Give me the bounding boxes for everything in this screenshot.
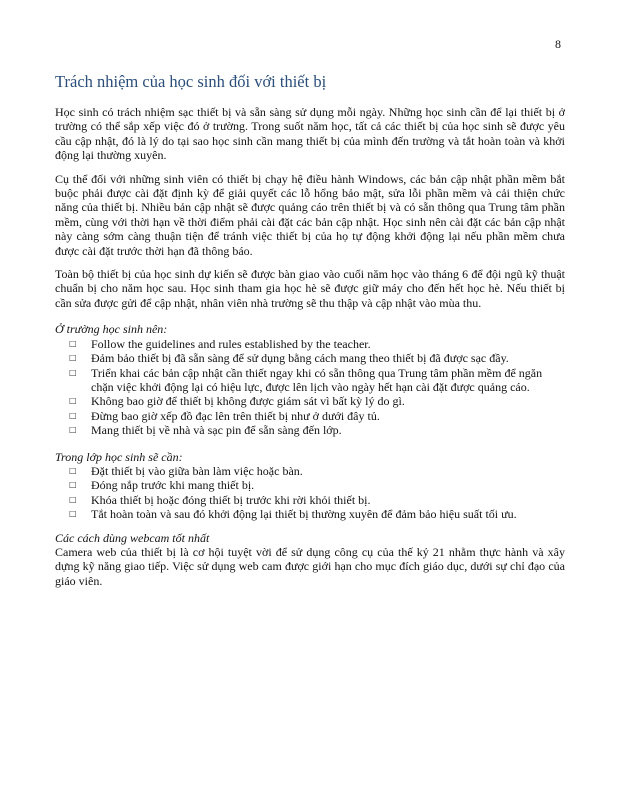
bullet-icon: □ (69, 338, 77, 348)
bullet-icon: □ (69, 353, 77, 363)
list-item: □ Không bao giờ để thiết bị không được giám sát vì bất kỳ lý do gì. (69, 394, 405, 409)
paragraph-windows-updates: Cụ thể đối với những sinh viên có thiết bị chạy hệ điều hành Windows, các bản cập nhật phần mềm bắt buộc phải được cài đặt định kỳ để giải quyết các lỗ hổng bảo mật, sửa lỗi phần mềm và cải thiện chức năng của thiết bị. Nhiều bản cập nhật sẽ được quảng cáo trên thiết bị và có sẵn thông qua Trung tâm phần mềm, cùng với thời hạn về thời điểm phải cài đặt các bản cập nhật. Học sinh nên cài đặt các bản cập nhật này càng sớm càng thuận tiện để tránh việc thiết bị của họ tự động khởi động lại nếu phần mềm chưa được cài đặt trước thời hạn đã thông báo. (55, 171, 565, 258)
list-item: □ Follow the guidelines and rules established by the teacher. (69, 336, 371, 351)
bullet-icon: □ (69, 509, 77, 519)
bullet-icon: □ (69, 425, 77, 435)
school-list (55, 337, 565, 438)
paragraph-device-return: Toàn bộ thiết bị của học sinh dự kiến sẽ được bàn giao vào cuối năm học vào tháng 6 để đội ngũ kỹ thuật chuẩn bị cho năm học sau. Học sinh tham gia học hè sẽ được giữ máy cho đến hết học hè. Nếu thiết bị cần sửa được gửi để cập nhật, nhân viên nhà trường sẽ thu thập và cập nhật vào mùa thu. (55, 267, 565, 310)
content-body (55, 105, 565, 588)
list-item: □ Tắt hoàn toàn và sau đó khởi động lại thiết bị thường xuyên để đảm bảo hiệu suất tối ưu. (69, 507, 517, 522)
webcam-section-title: Các cách dùng webcam tốt nhất (55, 530, 210, 545)
class-section-title: Trong lớp học sinh sẽ cần: (55, 449, 183, 464)
bullet-icon: □ (69, 410, 77, 420)
list-item: □ Khóa thiết bị hoặc đóng thiết bị trước khi rời khỏi thiết bị. (69, 492, 371, 507)
bullet-icon: □ (69, 494, 77, 504)
bullet-icon: □ (69, 480, 77, 490)
paragraph-charging: Học sinh có trách nhiệm sạc thiết bị và sẵn sàng sử dụng mỗi ngày. Những học sinh cần để lại thiết bị ở trường có thể sắp xếp việc đó ở trường. Trong suốt năm học, tất cả các thiết bị của học sinh sẽ được yêu cầu cập nhật, đó là lý do tại sao học sinh cần mang thiết bị của mình đến trường và tắt hoàn toàn và khởi động lại thường xuyên. (55, 105, 565, 163)
bullet-icon: □ (69, 396, 77, 406)
list-item: □ Đặt thiết bị vào giữa bàn làm việc hoặc bàn. (69, 463, 303, 478)
list-item: □ Đảm bảo thiết bị đã sẵn sàng để sử dụng bằng cách mang theo thiết bị đã được sạc đầy. (69, 351, 509, 366)
class-list (55, 464, 565, 522)
list-item: □ Mang thiết bị về nhà và sạc pin để sẵn sàng đến lớp. (69, 423, 342, 438)
list-item: □ Đừng bao giờ xếp đồ đạc lên trên thiết bị như ở dưới đây tủ. (69, 408, 380, 423)
page-number: 8 (555, 37, 561, 51)
webcam-paragraph: Camera web của thiết bị là cơ hội tuyệt vời để sử dụng công cụ của thế kỷ 21 nhằm thực hành và xây dựng kỹ năng giao tiếp. Việc sử dụng web cam được giới hạn cho mục đích giáo dục, dưới sự chỉ đạo của giáo viên. (55, 544, 565, 588)
section-heading: Trách nhiệm của học sinh đối với thiết bị (55, 72, 327, 91)
list-item: □ Đóng nắp trước khi mang thiết bị. (69, 478, 255, 493)
bullet-icon: □ (69, 367, 77, 377)
list-item: □ Triển khai các bản cập nhật cần thiết ngay khi có sẵn thông qua Trung tâm phần mềm để ngăn chặn việc khởi động lại có hiệu lực, được lên lịch vào ngày hết hạn cài đặt được quảng cáo. (69, 365, 543, 394)
school-section-title: Ở trường học sinh nên: (55, 322, 168, 337)
bullet-icon: □ (69, 465, 77, 475)
